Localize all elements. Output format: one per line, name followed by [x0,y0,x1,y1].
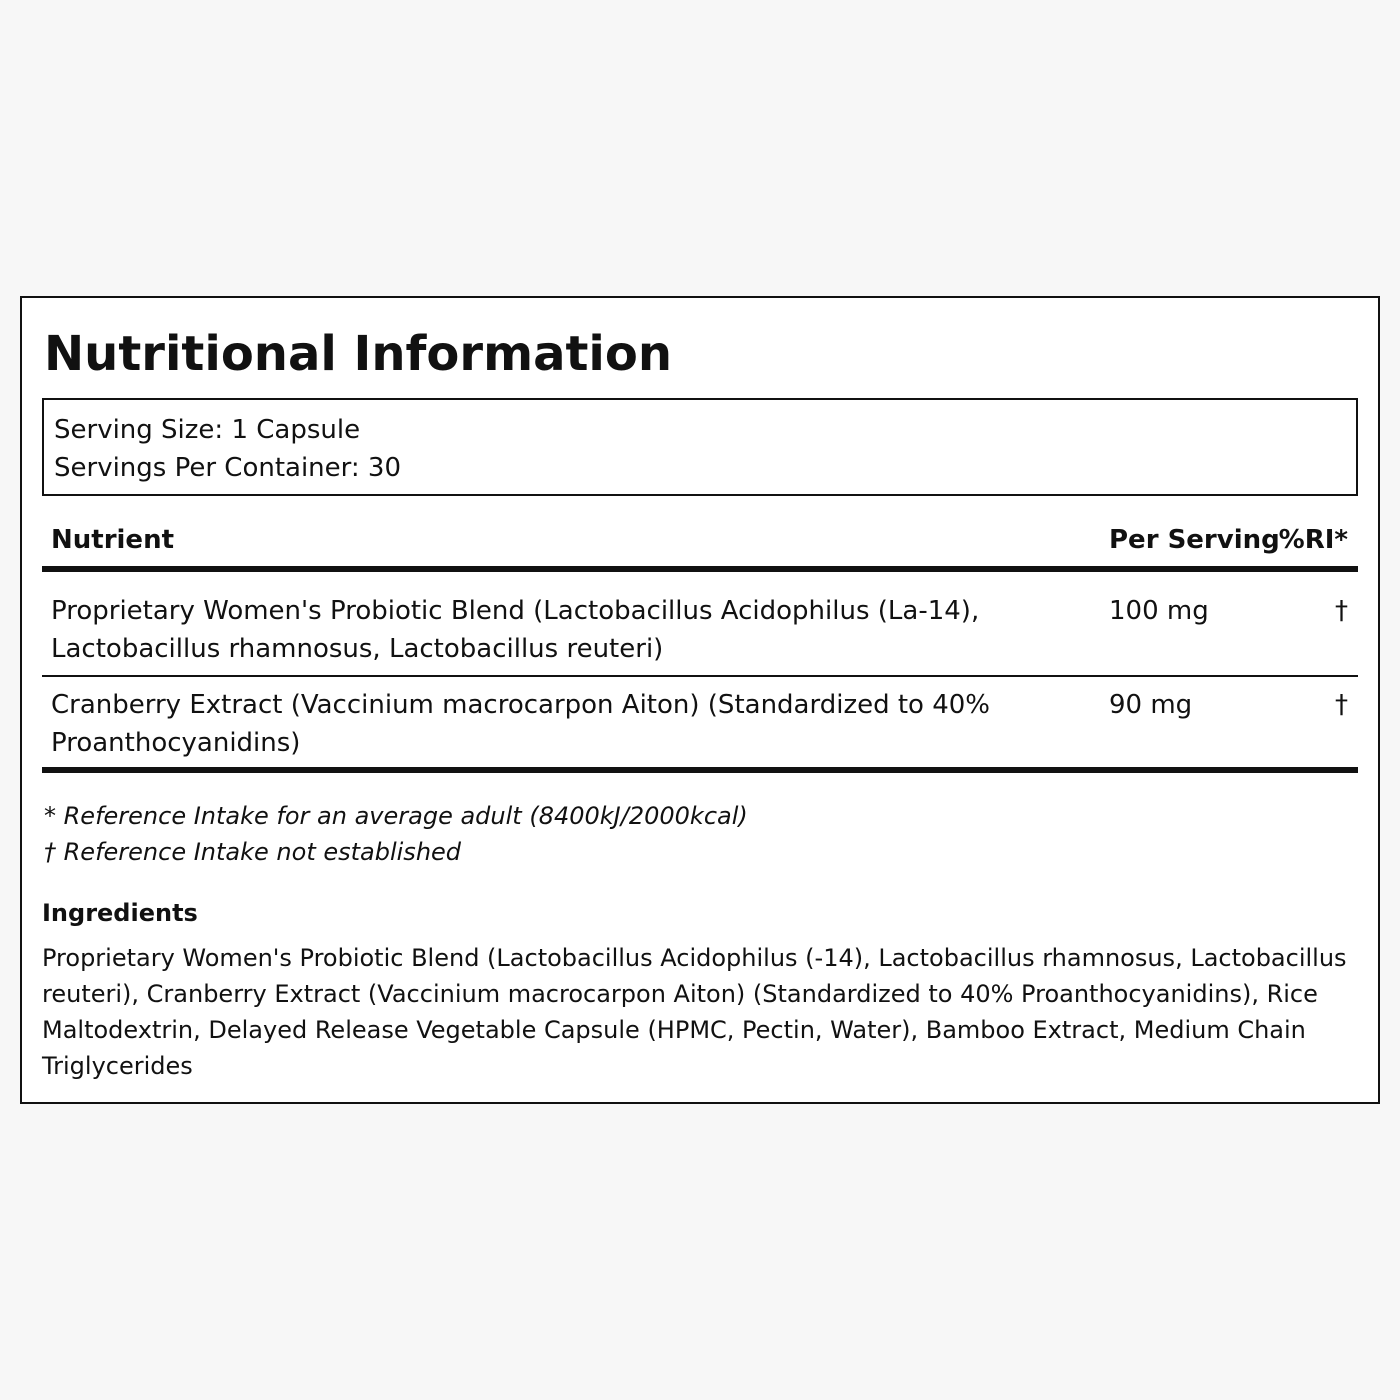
table-row-ri: † [1335,690,1348,720]
header-divider [42,566,1358,572]
header-ri: %RI* [1278,525,1348,555]
header-nutrient: Nutrient [51,525,175,555]
table-row-amount: 100 mg [1109,596,1209,626]
row-divider [42,675,1358,677]
label-title: Nutritional Information [44,326,673,382]
footnote-reference-intake: * Reference Intake for an average adult (8400kJ/2000kcal) [44,802,748,830]
header-per-serving: Per Serving [1109,525,1280,555]
table-row-nutrient: Cranberry Extract (Vaccinium macrocarpon Aiton) (Standardized to 40% Proanthocyanidins) [51,690,991,758]
table-bottom-divider [42,767,1358,773]
table-row-nutrient: Proprietary Women's Probiotic Blend (Lactobacillus Acidophilus (La-14), Lactobacillus rhamnosus, Lactobacillus reuteri) [51,596,980,664]
table-row-ri: † [1335,596,1348,626]
ingredients-text: Proprietary Women's Probiotic Blend (Lactobacillus Acidophilus (-14), Lactobacillus rhamnosus, Lactobacillus reuteri), Cranberry Extract (Vaccinium macrocarpon Aiton) (Standardized to 40% Proanthocyanidins), Rice Maltodextrin, Delayed Release Vegetable Capsule (HPMC, Pectin, Water), Bamboo Extract, Medium Chain Triglycerides [42,944,1347,1080]
table-row-amount: 90 mg [1109,690,1193,720]
ingredients-title: Ingredients [42,899,198,927]
serving-size: Serving Size: 1 Capsule [54,415,361,445]
serving-info-box [42,398,1358,496]
nutrition-label-panel [20,296,1380,1104]
servings-per-container: Servings Per Container: 30 [54,453,402,483]
footnote-not-established: † Reference Intake not established [44,838,462,866]
